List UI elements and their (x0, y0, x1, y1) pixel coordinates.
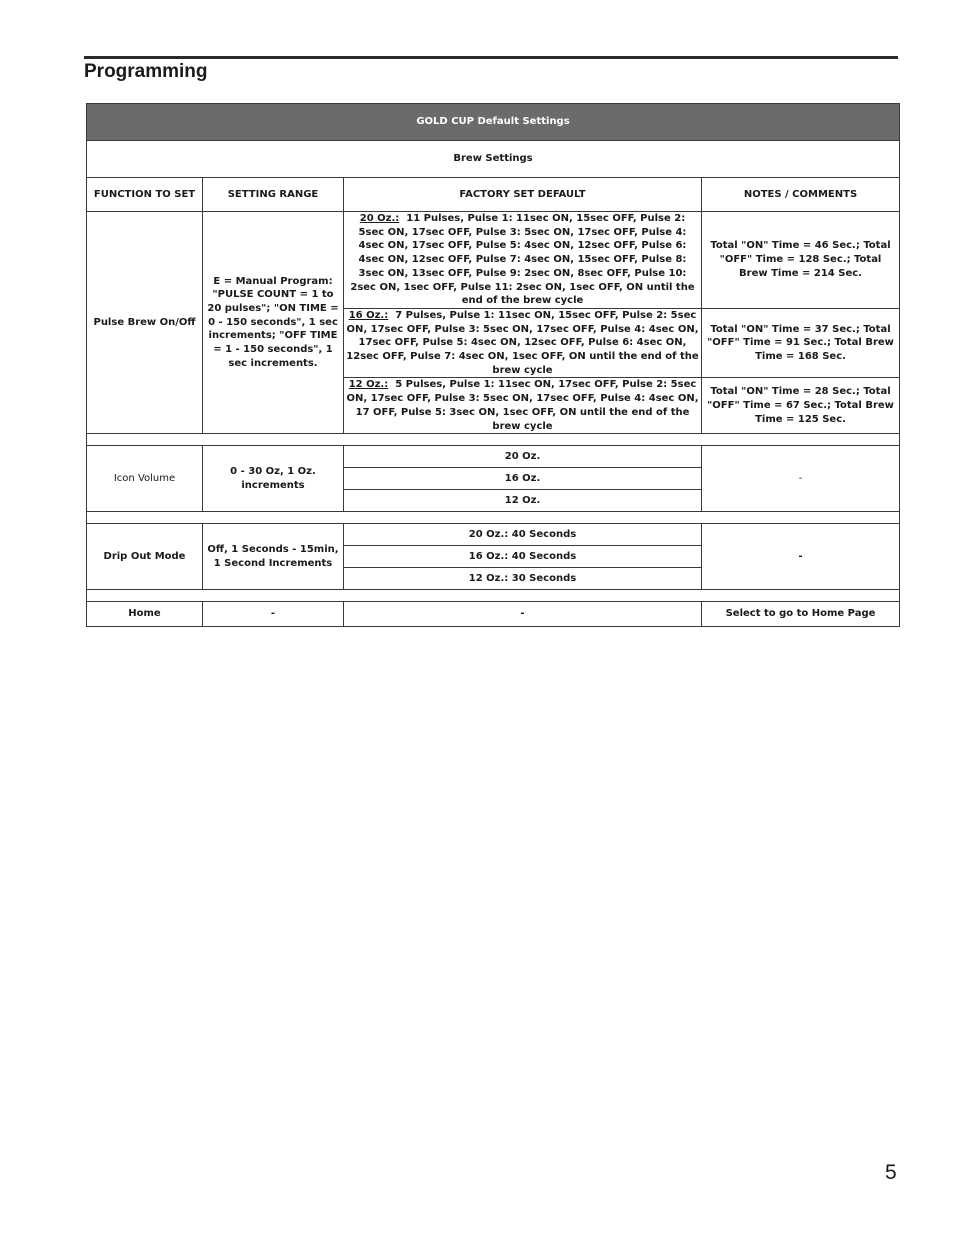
table-row (87, 524, 900, 546)
drip-out-default-16: 16 Oz.: 40 Seconds (344, 546, 702, 568)
pulse-default-12 (344, 378, 702, 434)
pulse-notes-20: Total "ON" Time = 46 Sec.; Total "OFF" Time = 128 Sec.; Total Brew Time = 214 Sec. (702, 212, 900, 309)
drip-out-range: Off, 1 Seconds - 15min, 1 Second Increments (203, 524, 344, 590)
pulse-text: 7 Pulses, Pulse 1: 11sec ON, 15sec OFF, Pulse 2: 5sec ON, 17sec OFF, Pulse 3: 5sec ON, 17sec OFF, Pulse 4: 4sec ON, 17sec OFF, Pulse 5: 4sec ON, 12sec OFF, Pulse 6: 4sec ON, 12sec OFF, Pulse 7: 4sec ON, 1sec OFF, ON until the end of the brew cycle (346, 309, 699, 376)
size-label: 12 Oz.: (348, 379, 389, 391)
pulse-text: 11 Pulses, Pulse 1: 11sec ON, 15sec OFF, Pulse 2: 5sec ON, 17sec OFF, Pulse 3: 5sec ON, 17sec OFF, Pulse 4: 4sec ON, 17sec OFF, Pulse 5: 4sec ON, 12sec OFF, Pulse 6: 4sec ON, 12sec OFF, Pulse 7: 4sec ON, 15sec OFF, Pulse 8: 3sec ON, 13sec OFF, Pulse 9: 2sec ON, 8sec OFF, Pulse 10: 2sec ON, 1sec OFF, Pulse 11: 2sec ON, 1sec OFF, ON until the end of the brew cycle (350, 213, 695, 307)
table-subtitle: Brew Settings (87, 141, 900, 178)
top-rule (84, 56, 898, 59)
size-label: 20 Oz.: (359, 213, 400, 224)
spacer-row (87, 512, 900, 524)
home-function: Home (87, 602, 203, 627)
pulse-brew-range: E = Manual Program: "PULSE COUNT = 1 to 20 pulses"; "ON TIME = 0 - 150 seconds", 1 sec increments; "OFF TIME = 1 - 150 seconds", 1 sec increments. (203, 212, 344, 434)
icon-volume-default-16: 16 Oz. (344, 468, 702, 490)
table-row (87, 212, 900, 309)
drip-out-function: Drip Out Mode (87, 524, 203, 590)
home-range: - (203, 602, 344, 627)
size-label: 16 Oz.: (348, 309, 389, 321)
table-row (87, 602, 900, 627)
pulse-brew-function: Pulse Brew On/Off (87, 212, 203, 434)
table-row (87, 446, 900, 468)
home-notes: Select to go to Home Page (702, 602, 900, 627)
settings-table (86, 103, 900, 627)
pulse-default-16 (344, 308, 702, 378)
spacer-cell (87, 434, 900, 446)
page-title: Programming (84, 61, 208, 82)
drip-out-default-12: 12 Oz.: 30 Seconds (344, 568, 702, 590)
pulse-notes-12: Total "ON" Time = 28 Sec.; Total "OFF" Time = 67 Sec.; Total Brew Time = 125 Sec. (702, 378, 900, 434)
home-default: - (344, 602, 702, 627)
icon-volume-function: Icon Volume (87, 446, 203, 512)
icon-volume-default-12: 12 Oz. (344, 490, 702, 512)
header-notes: NOTES / COMMENTS (702, 178, 900, 212)
spacer-row (87, 434, 900, 446)
pulse-text: 5 Pulses, Pulse 1: 11sec ON, 17sec OFF, Pulse 2: 5sec ON, 17sec OFF, Pulse 3: 5sec ON, 17sec OFF, Pulse 4: 4sec ON, 17 OFF, Pulse 5: 3sec ON, 1sec OFF, ON until the end of the brew cycle (346, 379, 699, 432)
header-function: FUNCTION TO SET (87, 178, 203, 212)
drip-out-default-20: 20 Oz.: 40 Seconds (344, 524, 702, 546)
header-default: FACTORY SET DEFAULT (344, 178, 702, 212)
spacer-row (87, 590, 900, 602)
icon-volume-range: 0 - 30 Oz, 1 Oz. increments (203, 446, 344, 512)
spacer-cell (87, 512, 900, 524)
header-row (87, 178, 900, 212)
icon-volume-default-20: 20 Oz. (344, 446, 702, 468)
pulse-notes-16: Total "ON" Time = 37 Sec.; Total "OFF" Time = 91 Sec.; Total Brew Time = 168 Sec. (702, 308, 900, 378)
spacer-cell (87, 590, 900, 602)
pulse-default-20 (344, 212, 702, 309)
header-range: SETTING RANGE (203, 178, 344, 212)
table-title: GOLD CUP Default Settings (87, 104, 900, 141)
icon-volume-notes: - (702, 446, 900, 512)
drip-out-notes: - (702, 524, 900, 590)
page-number: 5 (885, 1161, 897, 1184)
